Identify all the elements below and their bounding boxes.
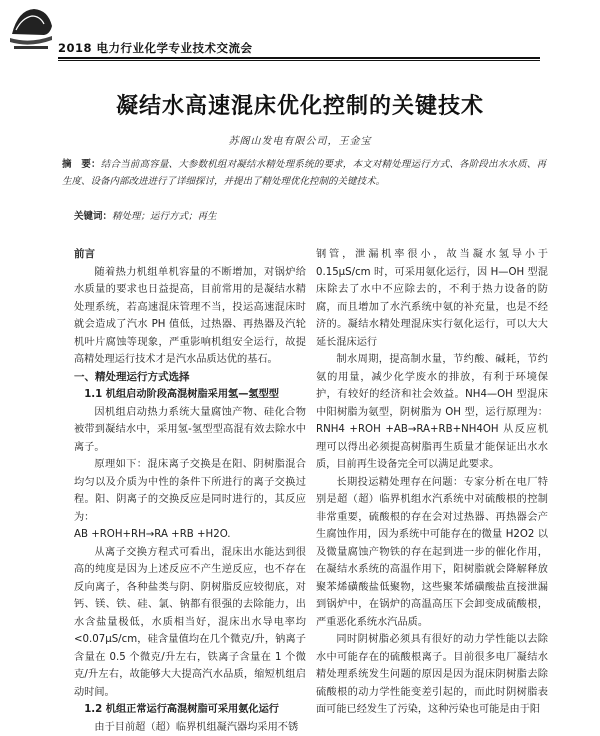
operation-cycle-paragraph: 制水周期，提高制水量，节约酸、碱耗，节约氨的用量，减少化学废水的排放，有利于环境保护，有较好的经济和社会效益。NH4—OH 型混床中阳树脂为氨型，阴树脂为 OH 型，运行原理为：RNH4 +ROH +AB→RA+RB+NH4OH 从反应机理可以得出必须提高树脂再生质量才能保证出水水质，目前再生设备完全可以满足此要求。 bbox=[316, 351, 548, 474]
preface-paragraph: 随着热力机组单机容量的不断增加，对锅炉给水质量的要求也日益提高，目前常用的是凝结水精处理系统，若高速混床管理不当，投运高速混床时就会造成了汽水 PH 值低，过热器、再热器及汽轮机叶片腐蚀等现象，严重影响机组安全运行，故提高精处理运行技术才是汽水品质达优的基石。 bbox=[74, 264, 306, 369]
abstract bbox=[62, 156, 546, 190]
reaction-equation: AB +ROH+RH→RA +RB +H2O. bbox=[74, 526, 306, 544]
header-rule bbox=[58, 57, 540, 59]
subsection-1-2-paragraph: 由于目前超（超）临界机组凝汽器均采用不锈 bbox=[74, 719, 306, 736]
preface-heading: 前言 bbox=[74, 246, 306, 264]
header-rule-thin bbox=[58, 60, 540, 61]
long-term-problem-paragraph: 长期投运精处理存在问题：专家分析在电厂特别是超（超）临界机组水汽系统中对硫酸根的控制非常重要，硫酸根的存在会对过热器、再热器会产生腐蚀作用，因为系统中可能存在的微量 H2O2 以及微量腐蚀产物铁的存在起到进一步的催化作用，在凝结水系统的高温作用下，阳树脂就会降解释放聚苯烯磺酸盐低聚物，这些聚苯烯磺酸盐直接泄漏到锅炉中，在锅炉的高温高压下会卸变成硫酸根，严重恶化系统水汽品质。 bbox=[316, 474, 548, 632]
keywords-label: 关键词： bbox=[74, 211, 112, 222]
ion-exchange-paragraph: 从离子交换方程式可看出，混床出水能达到很高的纯度是因为上述反应不产生逆反应，也不存在反向离子，各种盐类与阴、阴树脂反应较彻底，对钙、镁、铁、硅、氯、钠都有很强的去除能力，出水含盐量极低，水质相当好，混床出水导电率均<0.07μS/cm，硅含量值均在几个微克/升，钠离子含量在 0.5 个微克/升左右，铁离子含量在 1 个微克/升左右，故能够大大提高汽水品质，缩短机组启动时间。 bbox=[74, 544, 306, 702]
subsection-1-1-paragraph: 因机组启动热力系统大量腐蚀产物、硅化合物被带到凝结水中，采用氢-氢型型高混有效去除水中离子。 bbox=[74, 404, 306, 457]
principle-paragraph: 原理如下：混床离子交换是在阳、阴树脂混合均匀以及介质为中性的条件下所进行的离子交换过程。阳、阴离子的交换反应是同时进行的，其反应为： bbox=[74, 456, 306, 526]
subsection-1-1-heading: 1.1 机组启动阶段高混树脂采用氢—氢型型 bbox=[74, 386, 306, 404]
keywords-text: 精处理；运行方式；再生 bbox=[112, 211, 217, 222]
paper-title: 凝结水高速混床优化控制的关键技术 bbox=[0, 89, 600, 120]
keywords bbox=[74, 208, 217, 222]
left-column bbox=[74, 246, 306, 736]
right-column bbox=[316, 246, 548, 719]
conference-logo-icon bbox=[8, 4, 54, 54]
paper-author: 苏阁山发电有限公司，王金宝 bbox=[0, 132, 600, 147]
section-1-heading: 一、精处理运行方式选择 bbox=[74, 369, 306, 387]
abstract-text: 结合当前高容量、大参数机组对凝结水精处理系统的要求，本文对精处理运行方式、各阶段出水水质、再生度、设备内部改进进行了详细探讨，并提出了精处理优化控制的关键技术。 bbox=[62, 159, 546, 187]
abstract-label: 摘 要： bbox=[62, 159, 101, 170]
ammonia-operation-paragraph: 钢管，泄漏机率很小，故当凝水氢导小于 0.15μS/cm 时，可采用氨化运行，因 H—OH 型混床除去了水中不应除去的，不利于热力设备的防腐，而且增加了水汽系统中氨的补充量，也是不经济的。凝结水精处理混床实行氨化运行，可以大大延长混床运行 bbox=[316, 246, 548, 351]
conference-header bbox=[0, 0, 600, 60]
subsection-1-2-heading: 1.2 机组正常运行高混树脂可采用氨化运行 bbox=[74, 701, 306, 719]
conference-name: 2018 电力行业化学专业技术交流会 bbox=[58, 40, 253, 56]
anion-resin-paragraph: 同时阴树脂必须具有很好的动力学性能以去除水中可能存在的硫酸根离子。目前很多电厂凝结水精处理系统发生问题的原因是因为混床阴树脂去除硫酸根的动力学性能变差引起的，而此时阴树脂表面可能已经发生了污染，这种污染也可能是由于阳 bbox=[316, 631, 548, 719]
